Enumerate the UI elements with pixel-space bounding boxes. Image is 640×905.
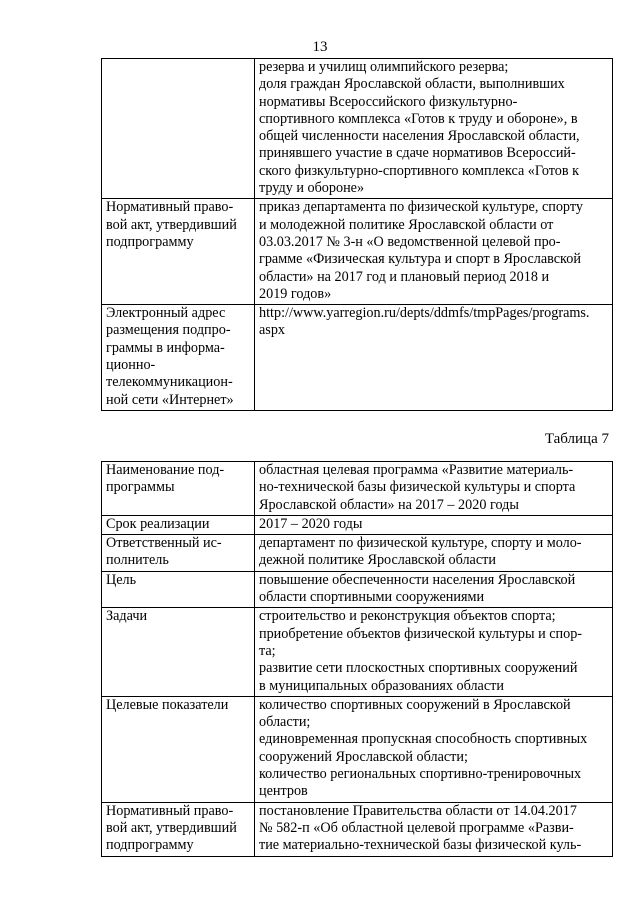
cell-text-line: граммы в информа- (106, 339, 225, 356)
table-row (102, 535, 613, 572)
table-row (102, 515, 613, 534)
row-value-cell (255, 515, 613, 534)
row-label-cell (102, 462, 255, 516)
cell-text-line: количество региональных спортивно-тренировочных (259, 766, 582, 783)
row-value-cell (255, 59, 613, 199)
cell-text-line: в муниципальных образованиях области (259, 677, 504, 694)
passport-table-7 (101, 461, 613, 857)
cell-text-line: приказ департамента по физической культуре, спорту (259, 199, 583, 216)
cell-text-line: тие материально-технической базы физической куль- (259, 837, 582, 854)
table-row (102, 571, 613, 608)
cell-text-line: 2019 годов» (259, 285, 332, 302)
row-value-cell (255, 571, 613, 608)
row-label-cell (102, 535, 255, 572)
cell-text-line: и молодежной политике Ярославской области от (259, 216, 554, 233)
cell-text-line: Ярославской области» на 2017 – 2020 годы (259, 496, 519, 513)
cell-text-line: областная целевая программа «Развитие материаль- (259, 462, 574, 478)
row-value-cell (255, 802, 613, 856)
table-body (102, 462, 613, 857)
cell-text-line: aspx (259, 322, 286, 339)
cell-text-line: размещения подпро- (106, 322, 231, 339)
cell-text-line: Нормативный право- (106, 802, 234, 819)
cell-text-line: единовременная пропускная способность спортивных (259, 731, 588, 748)
cell-text-line: Срок реализации (106, 515, 210, 532)
row-label-cell (102, 802, 255, 856)
cell-text-line: 2017 – 2020 годы (259, 515, 363, 532)
row-label-cell (102, 199, 255, 305)
cell-text-line: подпрограмму (106, 233, 194, 250)
cell-text-line: резерва и училищ олимпийского резерва; (259, 59, 509, 75)
row-value-cell (255, 305, 613, 411)
cell-text-line: центров (259, 783, 308, 800)
cell-text-line: области; (259, 714, 311, 731)
row-value-cell (255, 462, 613, 516)
cell-text-line: но-технической базы физической культуры и спорта (259, 479, 576, 496)
cell-text-line: программы (106, 479, 175, 496)
cell-text-line: Электронный адрес (106, 305, 226, 322)
table-row (102, 462, 613, 516)
row-label-cell (102, 608, 255, 696)
table-row (102, 199, 613, 305)
cell-text-line: труду и обороне» (259, 180, 365, 197)
table-row (102, 59, 613, 199)
cell-text-line: телекоммуникацион- (106, 374, 233, 391)
cell-text-line: полнитель (106, 552, 169, 569)
cell-text-line: постановление Правительства области от 14.04.2017 (259, 802, 577, 819)
table-row (102, 802, 613, 856)
cell-text-line: развитие сети плоскостных спортивных сооружений (259, 660, 578, 677)
cell-text-line: подпрограмму (106, 837, 194, 854)
cell-text-line: количество спортивных сооружений в Ярославской (259, 696, 571, 713)
row-label-cell (102, 59, 255, 199)
cell-text-line: департамент по физической культуре, спорту и моло- (259, 535, 582, 552)
cell-text-line: № 582-п «Об областной целевой программе «Разви- (259, 819, 574, 836)
row-label-cell (102, 571, 255, 608)
row-value-cell (255, 199, 613, 305)
table-body (102, 59, 613, 411)
cell-text-line: дежной политике Ярославской области (259, 552, 496, 569)
row-label-cell (102, 515, 255, 534)
cell-text-line: грамме «Физическая культура и спорт в Ярославской (259, 251, 581, 268)
cell-text-line: Цель (106, 571, 137, 588)
row-value-cell (255, 535, 613, 572)
table-row (102, 305, 613, 411)
passport-table-continued (101, 58, 613, 411)
cell-text-line: Нормативный право- (106, 199, 234, 216)
cell-text-line: ского физкультурно-спортивного комплекса «Готов к (259, 162, 580, 179)
table-row (102, 608, 613, 696)
row-label-cell (102, 696, 255, 802)
cell-text-line: приобретение объектов физической культуры и спор- (259, 625, 583, 642)
row-label-cell (102, 305, 255, 411)
table-row (102, 696, 613, 802)
cell-text-line: Задачи (106, 608, 148, 625)
cell-text-line: та; (259, 642, 276, 659)
cell-text-line: строительство и реконструкция объектов спорта; (259, 608, 556, 625)
cell-text-line: принявшего участие в сдаче нормативов Всероссий- (259, 145, 576, 162)
page-number: 13 (312, 39, 328, 55)
cell-text-line: Наименование под- (106, 462, 225, 478)
cell-text-line: Целевые показатели (106, 696, 229, 713)
cell-text-line: вой акт, утвердивший (106, 216, 237, 233)
cell-text-line: области спортивными сооружениями (259, 589, 485, 606)
cell-text-line: доля граждан Ярославской области, выполнивших (259, 76, 565, 93)
cell-text-line: общей численности населения Ярославской области, (259, 128, 580, 145)
cell-text-line: 03.03.2017 № 3-н «О ведомственной целевой про- (259, 233, 561, 250)
cell-text-line: нормативы Всероссийского физкультурно- (259, 93, 518, 110)
cell-text-line: вой акт, утвердивший (106, 819, 237, 836)
table-caption: Таблица 7 (544, 431, 609, 447)
row-value-cell (255, 608, 613, 696)
cell-text-line: области» на 2017 год и плановый период 2018 и (259, 268, 550, 285)
cell-text-line: Ответственный ис- (106, 535, 222, 552)
cell-text-line: ной сети «Интернет» (106, 391, 234, 408)
cell-text-line: сооружений Ярославской области; (259, 748, 468, 765)
cell-text-line: http://www.yarregion.ru/depts/ddmfs/tmpPages/programs. (259, 305, 590, 322)
cell-text-line: спортивного комплекса «Готов к труду и обороне», в (259, 110, 578, 127)
row-value-cell (255, 696, 613, 802)
cell-text-line: повышение обеспеченности населения Ярославской (259, 571, 576, 588)
cell-text-line: ционно- (106, 357, 156, 374)
